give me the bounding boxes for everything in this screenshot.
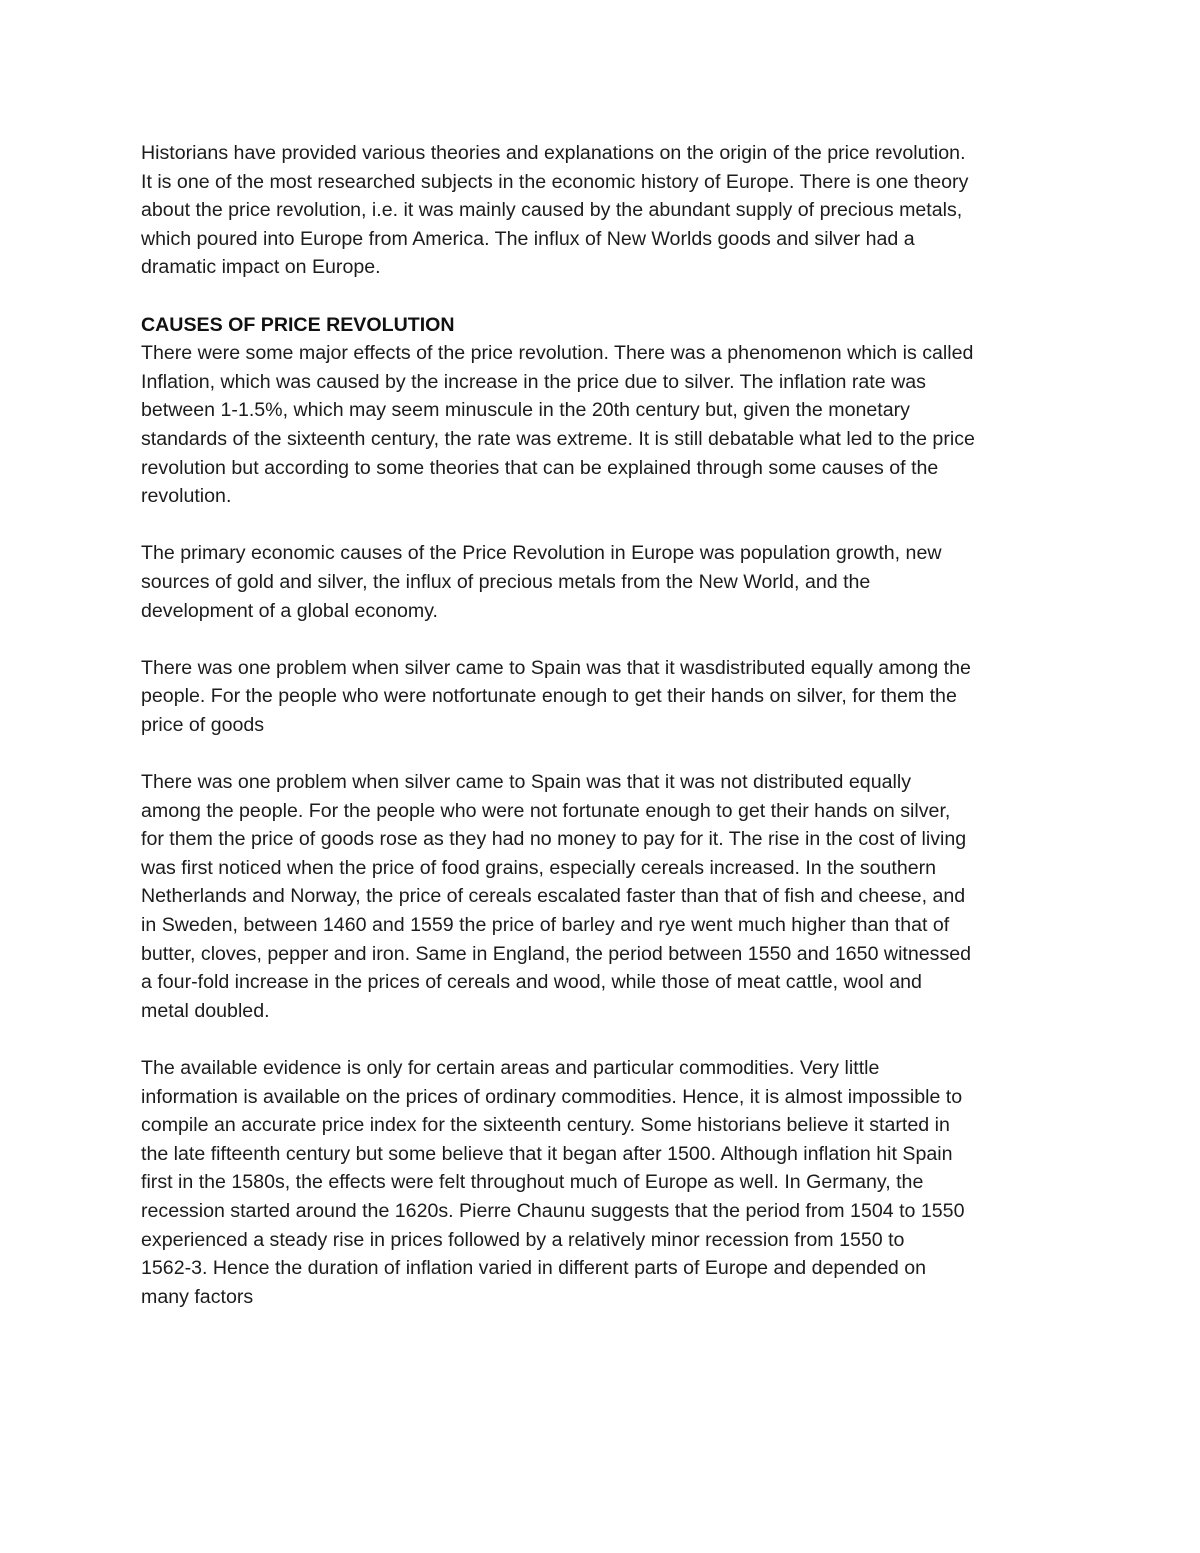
text-line: between 1-1.5%, which may seem minuscule in the 20th century but, given the monetary bbox=[141, 399, 910, 422]
text-line: people. For the people who were notfortunate enough to get their hands on silver, for them the bbox=[141, 685, 957, 708]
text-line: revolution but according to some theories that can be explained through some causes of the bbox=[141, 456, 939, 479]
paragraph-spacer bbox=[141, 625, 1066, 654]
text-line: recession started around the 1620s. Pierre Chaunu suggests that the period from 1504 to 1550 bbox=[141, 1199, 965, 1222]
text-line: which poured into Europe from America. The influx of New Worlds goods and silver had a bbox=[141, 227, 915, 250]
text-line: development of a global economy. bbox=[141, 599, 438, 622]
paragraph-intro bbox=[141, 139, 1066, 282]
text-line: The primary economic causes of the Price Revolution in Europe was population growth, new bbox=[141, 542, 942, 565]
text-line: price of goods bbox=[141, 713, 265, 736]
text-line: 1562-3. Hence the duration of inflation varied in different parts of Europe and depended on bbox=[141, 1257, 927, 1280]
text-line: a four-fold increase in the prices of cereals and wood, while those of meat cattle, wool and bbox=[141, 971, 922, 994]
text-line: the late fifteenth century but some believe that it began after 1500. Although inflation hit Spain bbox=[141, 1142, 953, 1165]
paragraph-evidence bbox=[141, 1054, 1066, 1311]
text-line: experienced a steady rise in prices followed by a relatively minor recession from 1550 to bbox=[141, 1228, 905, 1251]
text-line: dramatic impact on Europe. bbox=[141, 256, 381, 279]
section-heading: CAUSES OF PRICE REVOLUTION bbox=[141, 313, 455, 336]
text-line: There was one problem when silver came to Spain was that it wasdistributed equally among the bbox=[141, 656, 971, 679]
paragraph-effects bbox=[141, 339, 1066, 511]
paragraph-spacer bbox=[141, 511, 1066, 540]
text-line: The available evidence is only for certain areas and particular commodities. Very little bbox=[141, 1057, 880, 1079]
text-line: in Sweden, between 1460 and 1559 the price of barley and rye went much higher than that of bbox=[141, 914, 950, 937]
paragraph-silver-distribution bbox=[141, 768, 1066, 1025]
text-line: about the price revolution, i.e. it was mainly caused by the abundant supply of precious metals, bbox=[141, 199, 963, 222]
text-line: revolution. bbox=[141, 485, 232, 508]
text-line: first in the 1580s, the effects were felt throughout much of Europe as well. In Germany, the bbox=[141, 1171, 924, 1194]
text-line: There was one problem when silver came to Spain was that it was not distributed equally bbox=[141, 771, 911, 794]
paragraph-spacer bbox=[141, 1025, 1066, 1054]
paragraph-spacer bbox=[141, 739, 1066, 768]
text-line: metal doubled. bbox=[141, 999, 270, 1022]
paragraph-primary-causes bbox=[141, 539, 1066, 625]
text-line: Netherlands and Norway, the price of cereals escalated faster than that of fish and cheese, and bbox=[141, 885, 966, 908]
text-line: information is available on the prices of ordinary commodities. Hence, it is almost impossible to bbox=[141, 1085, 963, 1108]
text-line: Historians have provided various theories and explanations on the origin of the price revolution. bbox=[141, 142, 966, 164]
text-line: was first noticed when the price of food grains, especially cereals increased. In the southern bbox=[141, 856, 937, 879]
text-line: Inflation, which was caused by the increase in the price due to silver. The inflation rate was bbox=[141, 370, 926, 393]
text-line: There were some major effects of the price revolution. There was a phenomenon which is called bbox=[141, 342, 974, 365]
document-body bbox=[141, 139, 1066, 1311]
text-line: for them the price of goods rose as they had no money to pay for it. The rise in the cost of living bbox=[141, 828, 967, 851]
text-line: butter, cloves, pepper and iron. Same in England, the period between 1550 and 1650 witnessed bbox=[141, 942, 972, 965]
text-line: compile an accurate price index for the sixteenth century. Some historians believe it started in bbox=[141, 1114, 950, 1137]
text-line: standards of the sixteenth century, the rate was extreme. It is still debatable what led to the price bbox=[141, 427, 975, 450]
paragraph-spacer bbox=[141, 282, 1066, 311]
text-line: many factors bbox=[141, 1285, 254, 1308]
text-line: among the people. For the people who were not fortunate enough to get their hands on silver, bbox=[141, 799, 951, 822]
text-line: sources of gold and silver, the influx of precious metals from the New World, and the bbox=[141, 570, 871, 593]
text-line: It is one of the most researched subjects in the economic history of Europe. There is one theory bbox=[141, 170, 969, 193]
paragraph-silver-draft bbox=[141, 654, 1066, 740]
